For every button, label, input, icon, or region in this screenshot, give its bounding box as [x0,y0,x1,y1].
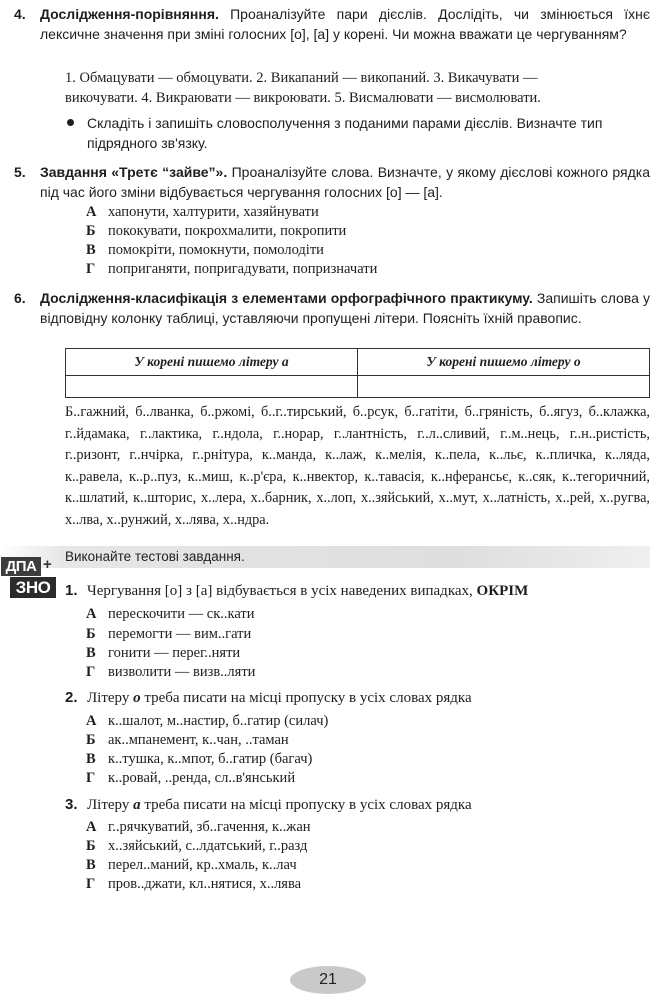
task-6-title: Дослідження-класифікація з елементами орфографічного практикуму. [40,290,533,306]
option-letter: В [86,645,96,661]
test-question-text: Літеру [87,690,130,706]
bullet-icon [67,119,74,126]
page-number: 21 [319,971,337,988]
option-letter: Б [86,732,96,748]
task-4-bullet-text: Складіть і запишіть словосполучення з поданими парами дієслів. Визначте тип підрядного зв'язку. [87,115,603,151]
option-text: ак..мпанемент, к..чан, ..таман [108,732,289,748]
test-3-option [86,817,311,837]
table-cell-a [66,376,358,398]
option-text: поприганяти, попригадувати, попризначати [108,261,378,277]
task-4-bullet [65,113,650,153]
option-text: помокріти, помокнути, помолодіти [108,242,324,258]
option-letter: Г [86,261,96,277]
table-header-a: У корені пишемо літеру а [66,349,358,376]
option-text: х..зяйський, с..лдатський, г..разд [108,838,308,854]
task-6-word-list: Б..гажний, б..лванка, б..ржомі, б..г..тирський, б..рсук, б..гатіти, б..гряність, б..ягуз, б..клажка, г..йдамака, г..лактика, г..ндола, г..норар, г..лантність, г..л..сливий, г..м..нець, г..н..ристість, г..ризонт, г..нчірка, г..рнітура, к..манда, к..лаж, к..мелія, к..пела, к..льє, к..пличка, к..ляда, к..равела, к..р..пуз, к..миш, к..р'єра, к..нвектор, к..тавасія, к..нферансьє, к..сяк, к..тегоричний, к..шлатий, к..шторис, х..лера, х..барник, х..лоп, х..зяйський, х..мут, х..латність, х..рей, х..ругва, х..лва, х..рунжий, х..лява, х..ндра. [65,404,650,528]
option-letter: А [86,713,97,729]
test-1-option [86,624,251,644]
option-text: визволити — визв..ляти [108,664,256,680]
test-2-option [86,749,312,769]
task-6 [14,288,650,328]
option-letter: А [86,204,97,220]
task-5-title: Завдання «Третє “зайве”». [40,164,228,180]
option-text: г..рячкуватий, зб..гачення, к..жан [108,819,311,835]
option-text: перескочити — ск..кати [108,606,255,622]
classification-table [65,348,650,398]
option-text: хапонути, халтурити, хазяйнувати [108,204,319,220]
test-3-question [65,795,655,815]
task-6-number: 6. [14,290,26,306]
option-letter: Г [86,664,96,680]
task-4-pairs-line-1: 1. Обмацувати — обмоцувати. 2. Викапаний — викопаний. 3. Викачувати — [65,70,538,86]
option-letter: В [86,857,96,873]
option-letter: Г [86,770,96,786]
test-question-text: Літеру [87,797,130,813]
test-2-question [65,688,655,708]
badge-plus: + [43,556,52,573]
test-1-option [86,662,255,682]
option-text: гонити — перег..няти [108,645,241,661]
test-1-option [86,604,254,624]
dpa-zno-badge [1,554,57,604]
task-4-title: Дослідження-порівняння. [40,6,219,22]
test-1-option [86,643,240,663]
table-cell-o [358,376,650,398]
test-letter: а [133,797,141,813]
task-5-option [86,240,324,260]
test-3-option [86,855,297,875]
option-letter: А [86,819,97,835]
task-5 [14,162,650,202]
badge-dpa: ДПА [1,557,41,576]
option-text: перел..маний, кр..хмаль, к..лач [108,857,297,873]
test-question-text: треба писати на місці пропуску в усіх словах рядка [144,797,472,813]
table-header-o: У корені пишемо літеру о [358,349,650,376]
tests-header: Виконайте тестові завдання. [65,549,245,564]
task-6-text: Запишіть слова у відповідну колонку таблиці, уставляючи пропущені літери. Поясніть їхній правопис. [40,290,651,326]
test-question-text: треба писати на місці пропуску в усіх словах рядка [144,690,472,706]
task-4-pairs [65,68,650,108]
option-letter: Б [86,223,96,239]
option-text: к..ровай, ..ренда, сл..в'янський [108,770,296,786]
task-5-option [86,221,346,241]
task-4-pairs-line-2: викочувати. 4. Викраювати — викроювати. 5. Висмалювати — висмолювати. [65,90,541,106]
option-text: к..тушка, к..мпот, б..гатир (багач) [108,751,313,767]
option-letter: В [86,242,96,258]
test-number: 1. [65,582,78,599]
task-5-number: 5. [14,164,26,180]
task-5-option [86,259,377,279]
task-4 [14,4,650,44]
test-1-question [65,581,655,601]
test-number: 2. [65,689,78,706]
task-5-text: Проаналізуйте слова. Визначте, у якому дієслові кожного рядка під час його зміни відбувається чергування голосних [о] — [а]. [40,164,651,200]
test-3-option [86,874,301,894]
option-text: перемогти — вим..гати [108,626,252,642]
option-letter: Б [86,626,96,642]
task-5-option [86,202,319,222]
test-2-option [86,711,328,731]
option-text: к..шалот, м..настир, б..гатир (силач) [108,713,329,729]
test-emphasis: ОКРІМ [476,583,529,599]
option-letter: Г [86,876,96,892]
test-2-option [86,768,295,788]
task-4-number: 4. [14,6,26,22]
test-3-option [86,836,307,856]
test-question-text: Чергування [о] з [а] відбувається в усіх наведених випадках, [87,583,473,599]
badge-zno: ЗНО [10,577,56,598]
option-text: пров..джати, кл..нятися, х..лява [108,876,302,892]
option-letter: В [86,751,96,767]
option-letter: Б [86,838,96,854]
test-number: 3. [65,796,78,813]
test-letter: о [133,690,141,706]
task-4-text: Проаналізуйте пари дієслів. Дослідіть, чи змінюється їхнє лексичне значення при зміні голосних [о], [а] у корені. Чи можна вважати це чергуванням? [40,6,650,42]
option-letter: А [86,606,97,622]
test-2-option [86,730,289,750]
option-text: пококувати, покрохмалити, покропити [108,223,347,239]
